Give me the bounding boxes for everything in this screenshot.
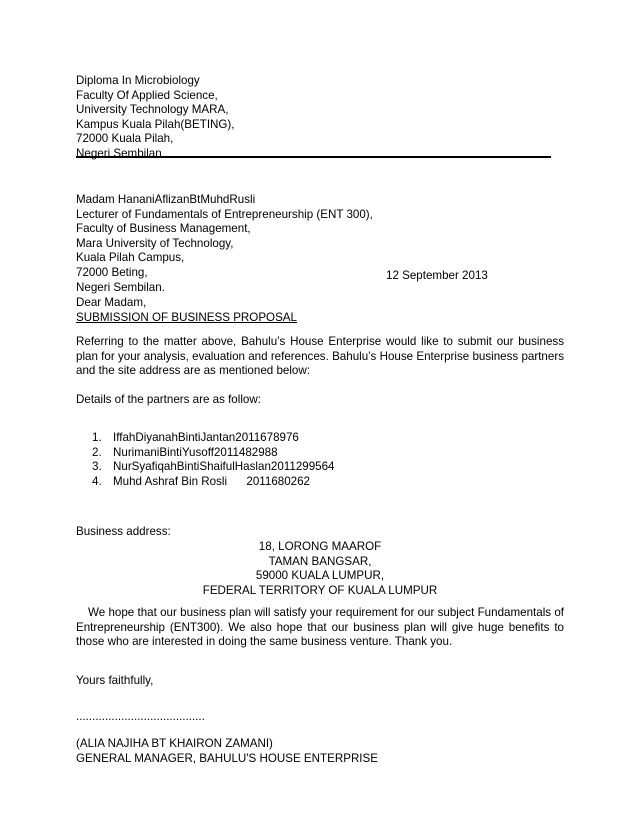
sender-line: University Technology MARA, [76,103,229,117]
sender-line: 72000 Kuala Pilah, [76,132,174,146]
letter-date: 12 September 2013 [386,268,488,282]
salutation-block [76,296,564,325]
recipient-line: Lecturer of Fundamentals of Entrepreneurship (ENT 300), [76,207,373,221]
recipient-line: Faculty of Business Management, [76,222,251,236]
list-number: 3. [92,460,102,474]
business-address [76,540,564,598]
business-address-label: Business address: [76,525,171,538]
sender-line: Diploma In Microbiology [76,74,200,87]
recipient-line: 72000 Beting, [76,265,148,279]
recipient-address [76,193,564,295]
list-item [92,431,335,446]
business-address-line: 59000 KUALA LUMPUR, [255,569,385,583]
list-number: 4. [92,474,102,488]
partners-heading: Details of the partners are as follow: [76,393,261,406]
partners-list [92,431,335,489]
sender-line: Faculty Of Applied Science, [76,88,218,102]
sender-address [76,74,564,162]
list-number: 1. [92,431,102,444]
partner-name: NurSyafiqahBintiShaifulHaslan2011299564 [113,460,335,474]
business-address-line: TAMAN BANGSAR, [268,554,372,568]
list-item [92,446,335,461]
list-number: 2. [92,445,102,459]
closing: Yours faithfully, [76,674,154,687]
sender-line: Negeri Sembilan [76,146,162,160]
list-item [92,475,335,490]
partner-name: IffahDiyanahBintiJantan2011678976 [113,431,299,444]
partner-name: NurimaniBintiYusoff2011482988 [113,445,278,459]
list-item [92,460,335,475]
business-address-line: 18, LORONG MAAROF [258,540,382,553]
signer-title: GENERAL MANAGER, BAHULU'S HOUSE ENTERPRISE [76,751,378,765]
recipient-line: Negeri Sembilan. [76,280,165,294]
intro-paragraph: Referring to the matter above, Bahulu’s House Enterprise would like to submit our business plan for your analysis, evaluation and references. Bahulu’s House Enterprise business partners and the site address are as mentioned below: [76,335,564,378]
recipient-line: Kuala Pilah Campus, [76,251,185,265]
sender-line: Kampus Kuala Pilah(BETING), [76,117,235,131]
header-divider [76,156,551,158]
recipient-line: Madam HananiAflizanBtMuhdRusli [76,193,256,206]
signer-name: (ALIA NAJIHA BT KHAIRON ZAMANI) [76,737,273,750]
recipient-line: Mara University of Technology, [76,236,234,250]
signature-line: ........................................ [76,710,205,723]
salutation: Dear Madam, [76,296,147,309]
business-address-line: FEDERAL TERRITORY OF KUALA LUMPUR [202,583,438,597]
subject-line: SUBMISSION OF BUSINESS PROPOSAL [76,310,297,324]
signer-block [76,737,564,766]
closing-paragraph: We hope that our business plan will satisfy your requirement for our subject Fundamentals of Entrepreneurship (ENT300). We also hope that our business plan will give huge benefits to those who are interested in doing the same business venture. Thank you. [76,606,564,649]
partner-name: Muhd Ashraf Bin Rosli 2011680262 [113,474,311,488]
